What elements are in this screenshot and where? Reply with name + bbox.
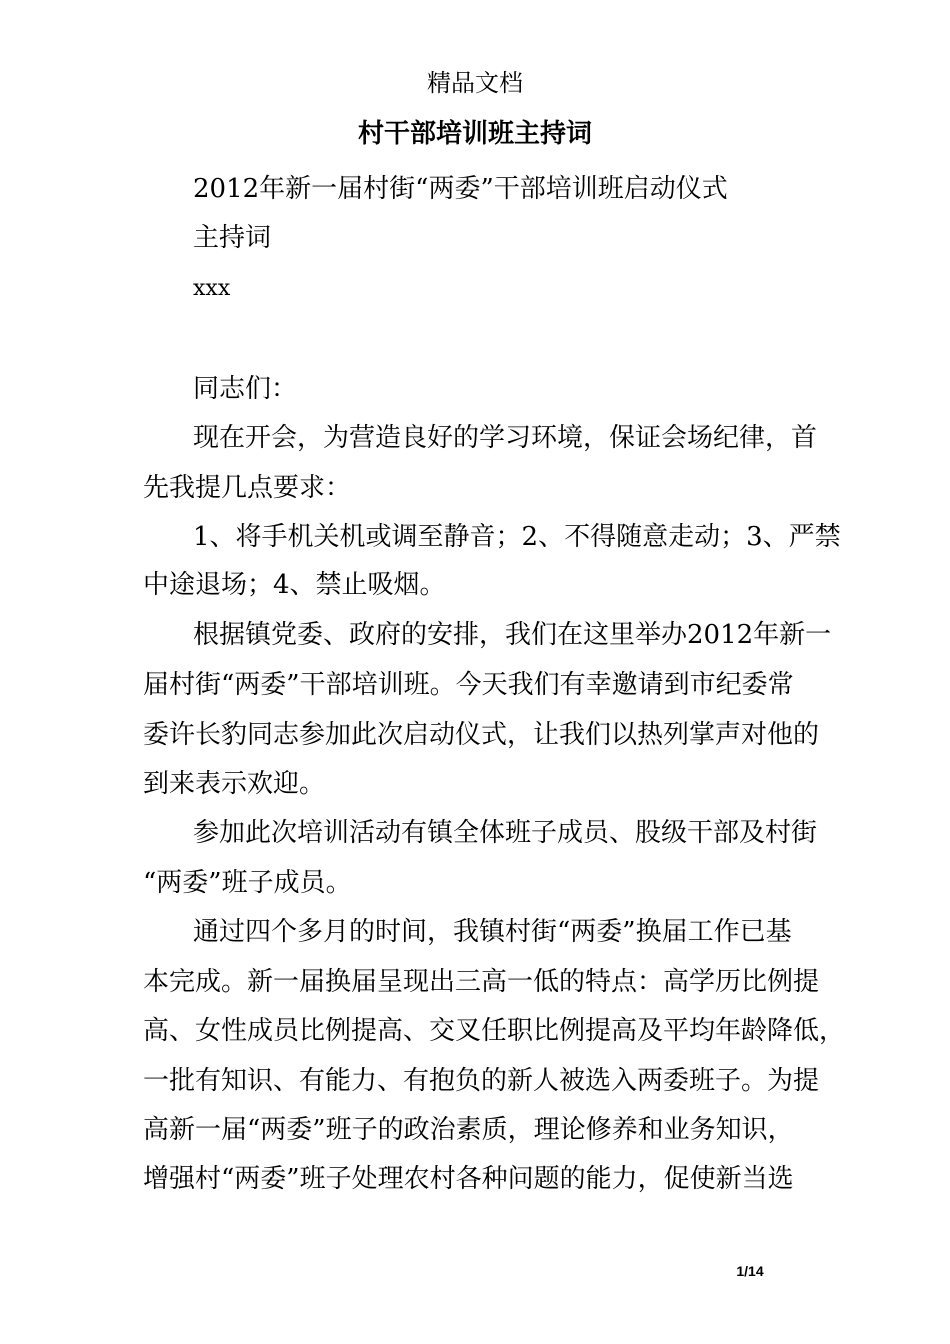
paragraph-line: 届村街“两委”干部培训班。今天我们有幸邀请到市纪委常	[143, 670, 794, 700]
page-header: 精品文档	[427, 69, 523, 97]
paragraph-line: 委许长豹同志参加此次启动仪式，让我们以热列掌声对他的	[143, 720, 820, 750]
paragraph-line: 到来表示欢迎。	[143, 769, 326, 799]
paragraph-line: 先我提几点要求：	[143, 473, 352, 503]
paragraph-line: 高、女性成员比例提高、交叉任职比例提高及平均年龄降低，	[143, 1016, 846, 1046]
paragraph-line: 高新一届“两委”班子的政治素质，理论修养和业务知识，	[143, 1115, 794, 1145]
document-title: 村干部培训班主持词	[357, 119, 592, 149]
paragraph-line: 通过四个多月的时间，我镇村街“两委”换届工作已基	[193, 917, 792, 947]
paragraph-line: 一批有知识、有能力、有抱负的新人被选入两委班子。为提	[143, 1066, 820, 1096]
subtitle-line-2: 主持词	[193, 223, 272, 253]
paragraph-line: 参加此次培训活动有镇全体班子成员、股级干部及村街	[193, 818, 818, 848]
salutation: 同志们：	[193, 374, 298, 404]
paragraph-line: 中途退场；4、禁止吸烟。	[143, 570, 446, 600]
paragraph-line: 现在开会，为营造良好的学习环境，保证会场纪律，首	[193, 423, 818, 453]
subtitle-line: 2012年新一届村街“两委”干部培训班启动仪式	[193, 174, 728, 204]
paragraph-line: 增强村“两委”班子处理农村各种问题的能力，促使新当选	[143, 1164, 794, 1194]
author-name: xxx	[193, 276, 231, 301]
paragraph-line: “两委”班子成员。	[143, 868, 352, 898]
paragraph-line: 本完成。新一届换届呈现出三高一低的特点：高学历比例提	[143, 967, 820, 997]
paragraph-line: 根据镇党委、政府的安排，我们在这里举办2012年新一	[193, 620, 832, 650]
page-number: 1/14	[736, 1263, 764, 1279]
paragraph-line: 1、将手机关机或调至静音；2、不得随意走动；3、严禁	[193, 522, 841, 552]
